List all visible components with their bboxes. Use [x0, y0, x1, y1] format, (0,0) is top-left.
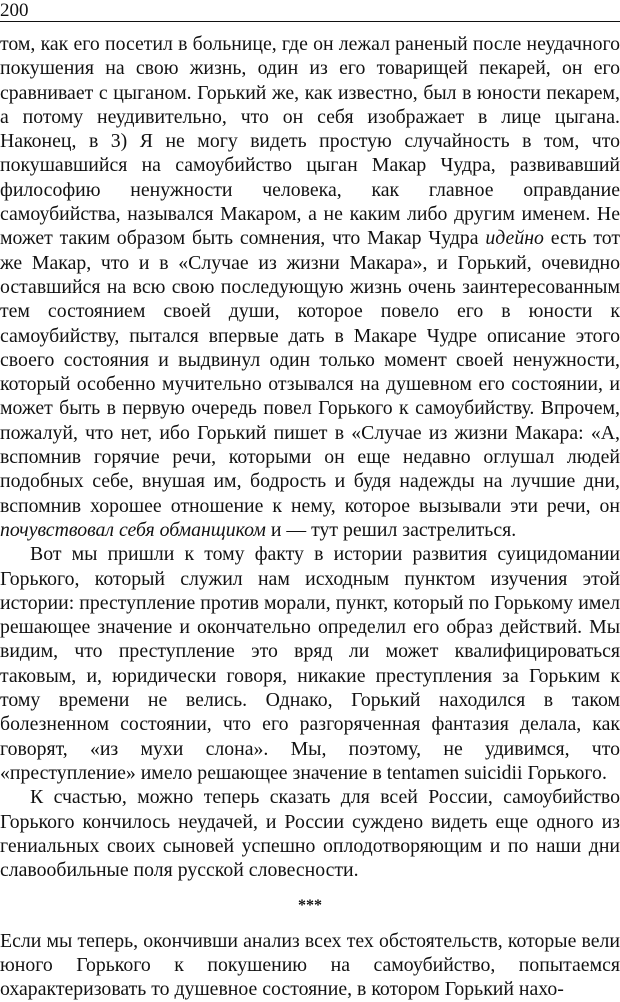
paragraph-2: Вот мы пришли к тому факту в истории развития суицидомании Горького, который служил нам исходным пунктом изучения этой истории: преступление против морали, пункт, который по Горькому имел решающее значение и окончательно определил его образ действий. Мы видим, что преступление это вряд ли может квалифицироваться таковым, и, юридически говоря, никакие преступления за Горьким к тому времени не велись. Однако, Горький находился в таком болезненном состоянии, что его разгоряченная фантазия делала, как говорят, «из мухи слона». Мы, поэтому, не удивимся, что «преступление» имело решающее значение в tentamen suicidii Горького. — [0, 543, 620, 784]
paragraph-1-part-1: том, как его посетил в больнице, где он лежал раненый после неудачного покушения на свою жизнь, один из его товарищей пекарей, он его сравнивает с цыганом. Горький же, как известно, был в юности пекарем, а потому неудивительно, что он себя изображает в лице цыгана. Наконец, в 3) Я не могу видеть простую случайность в том, что покушавшийся на самоубийство цыган Макар Чудра, развивавший философию ненужности человека, как главное оправдание самоубийства, назывался Макаром, а не каким либо другим именем. Не может таким образом быть сомнения, что Макар Чудра — [0, 33, 620, 250]
italic-obmanshchikom: почувствовал себя обманщиком — [0, 518, 266, 541]
paragraph-4: Если мы теперь, окончивши анализ всех тех обстоятельств, которые вели юного Горького к покушению на самоубийство, попытаемся охарактеризовать то душевное состояние, в котором Горький нахо- — [0, 929, 620, 1001]
body-text — [0, 32, 620, 1002]
header-rule — [0, 21, 620, 22]
paragraph-1-part-3: и — тут решил застрелиться. — [265, 518, 517, 541]
italic-ideyno: идейно — [485, 227, 544, 250]
page-number: 200 — [0, 0, 29, 21]
paragraph-1 — [0, 32, 620, 542]
section-separator: *** — [298, 897, 322, 915]
paragraph-3: К счастью, можно теперь сказать для всей России, самоубийство Горького кончилось неудачей, и России суждено видеть еще одного из гениальных своих сыновей успешно оплодотворяющим и по наши дни славообильные поля русской словесности. — [0, 786, 620, 882]
paragraph-1-part-2: есть тот же Макар, что и в «Случае из жизни Макара», и Горький, очевидно оставшийся на всю свою последующую жизнь очень заинтересованным тем состоянием своей души, которое повело его в юности к самоубийству, пытался впервые дать в Макаре Чудре описание этого своего состояния и выдвинул один только момент своей ненужности, который особенно мучительно отзывался на душевном его состоянии, и может быть в первую очередь повел Горького к самоубийству. Впрочем, пожалуй, что нет, ибо Горький пишет в «Случае из жизни Макара: «А, вспомнив горячие речи, которыми он еще недавно оглушал людей подобных себе, внушая им, бодрость и будя надежды на лучшие дни, вспомнив хорошее отношение к нему, которое вызывали эти речи, он — [0, 227, 620, 517]
